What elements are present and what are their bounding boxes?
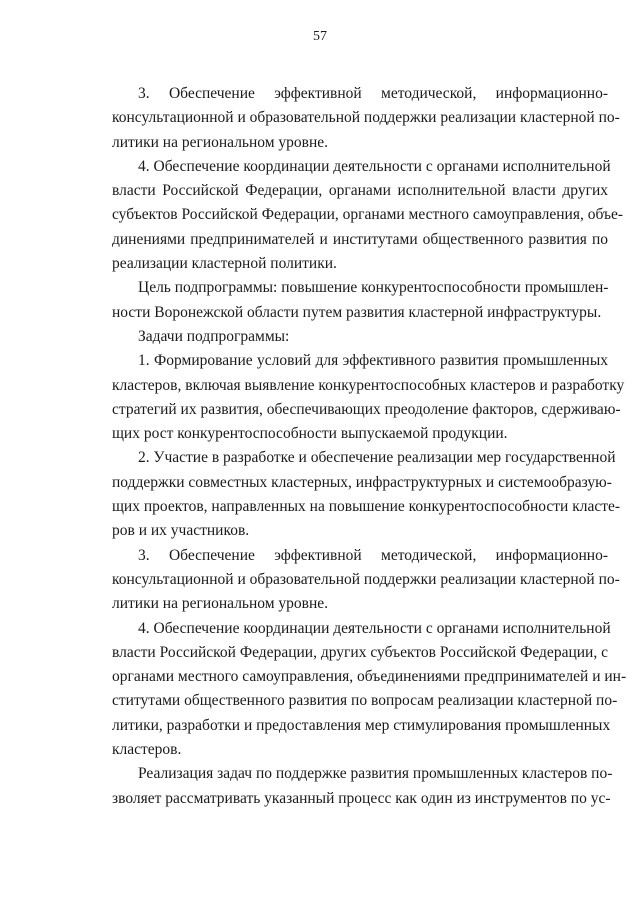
text-line: ститутами общественного развития по вопросам реализации кластерной по- xyxy=(112,692,618,710)
paragraph xyxy=(112,762,613,811)
text-line: консультационной и образовательной поддержки реализации кластерной по- xyxy=(112,570,620,588)
text-line: 4. Обеспечение координации деятельности с органами исполнительной xyxy=(138,157,611,175)
text-line: кластеров. xyxy=(112,741,182,759)
paragraph xyxy=(112,349,625,446)
text-line: щих проектов, направленных на повышение конкурентоспособности класте- xyxy=(112,498,621,516)
text-line: литики на региональном уровне. xyxy=(112,595,329,613)
paragraph xyxy=(112,617,627,763)
text-line: стратегий их развития, обеспечивающих преодоление факторов, сдерживаю- xyxy=(112,400,621,418)
text-line: власти Российской Федерации, других субъектов Российской Федерации, с xyxy=(112,643,608,661)
text-line: 3. Обеспечение эффективной методической, информационно- xyxy=(138,85,608,102)
paragraph xyxy=(112,446,621,543)
paragraph xyxy=(112,544,620,617)
paragraph xyxy=(112,325,608,349)
text-line: зволяет рассматривать указанный процесс как один из инструментов по ус- xyxy=(112,789,611,807)
text-line: консультационной и образовательной поддержки реализации кластерной по- xyxy=(112,109,620,127)
text-line: щих рост конкурентоспособности выпускаемой продукции. xyxy=(112,425,508,443)
text-line: 4. Обеспечение координации деятельности с органами исполнительной xyxy=(138,619,611,637)
text-line: ности Воронежской области путем развития кластерной инфраструктуры. xyxy=(112,303,602,321)
text-line: ров и их участников. xyxy=(112,522,250,540)
paragraph xyxy=(112,82,620,155)
text-line: власти Российской Федерации, органами исполнительной власти других xyxy=(112,182,608,200)
text-line: 1. Формирование условий для эффективного развития промышленных xyxy=(138,352,608,370)
text-line: литики на региональном уровне. xyxy=(112,133,329,151)
text-line: Задачи подпрограммы: xyxy=(138,327,290,345)
paragraph xyxy=(112,276,608,325)
text-line: реализации кластерной политики. xyxy=(112,255,337,273)
text-line: органами местного самоуправления, объединениями предпринимателей и ин- xyxy=(112,668,627,686)
text-line: Цель подпрограммы: повышение конкурентоспособности промышлен- xyxy=(138,279,609,297)
text-line: 2. Участие в разработке и обеспечение реализации мер государственной xyxy=(138,449,616,467)
body-text xyxy=(112,82,627,811)
page-number: 57 xyxy=(313,29,327,44)
text-line: субъектов Российской Федерации, органами местного самоуправления, объе- xyxy=(112,206,624,224)
text-line: литики, разработки и предоставления мер стимулирования промышленных xyxy=(112,716,611,734)
text-line: Реализация задач по поддержке развития промышленных кластеров по- xyxy=(138,765,613,783)
paragraph xyxy=(112,155,624,276)
text-line: поддержки совместных кластерных, инфраструктурных и системообразую- xyxy=(112,473,612,491)
text-line: кластеров, включая выявление конкурентоспособных кластеров и разработку xyxy=(112,376,625,394)
text-line: 3. Обеспечение эффективной методической, информационно- xyxy=(138,546,608,564)
text-line: динениями предпринимателей и институтами общественного развития по xyxy=(112,230,608,248)
